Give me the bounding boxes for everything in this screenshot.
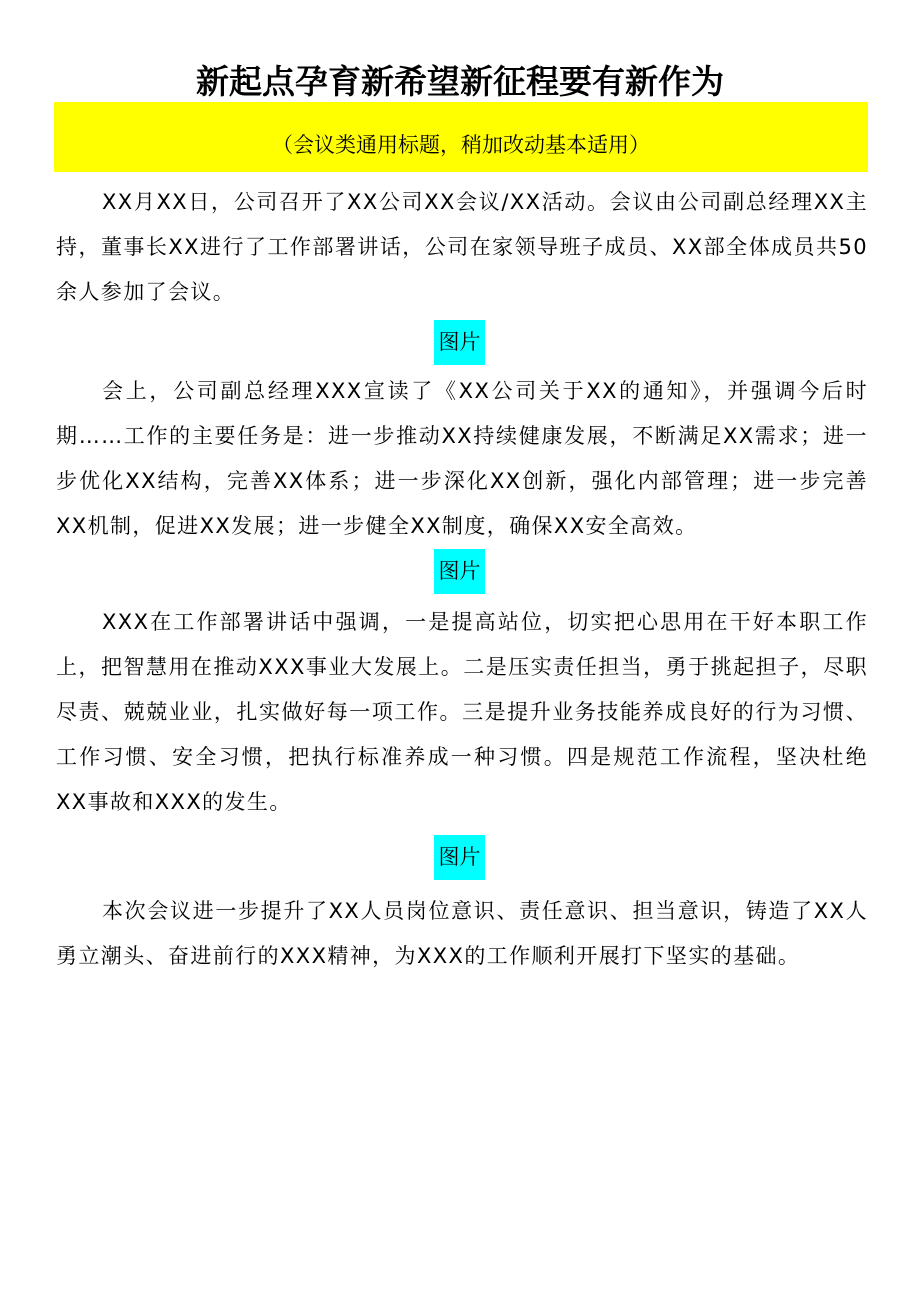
paragraph-3: XXX在工作部署讲话中强调，一是提高站位，切实把心思用在干好本职工作上，把智慧用在推动XXX事业大发展上。二是压实责任担当，勇于挑起担子，尽职尽责、兢兢业业，扎实做好每一项工作。三是提升业务技能养成良好的行为习惯、工作习惯、安全习惯，把执行标准养成一种习惯。四是规范工作流程，坚决杜绝XX事故和XXX的发生。 <box>56 610 868 814</box>
paragraph-4: 本次会议进一步提升了XX人员岗位意识、责任意识、担当意识，铸造了XX人勇立潮头、奋进前行的XXX精神，为XXX的工作顺利开展打下坚实的基础。 <box>56 899 868 968</box>
document-subtitle: （会议类通用标题，稍加改动基本适用） <box>272 133 650 157</box>
image-placeholder-1: 图片 <box>434 320 485 365</box>
subtitle-highlight <box>54 102 868 172</box>
image-placeholder-2: 图片 <box>434 549 485 594</box>
paragraph-1: XX月XX日，公司召开了XX公司XX会议/XX活动。会议由公司副总经理XX主持，董事长XX进行了工作部署讲话，公司在家领导班子成员、XX部全体成员共50余人参加了会议。 <box>56 190 868 304</box>
paragraph-2: 会上，公司副总经理XXX宣读了《XX公司关于XX的通知》，并强调今后时期……工作的主要任务是：进一步推动XX持续健康发展，不断满足XX需求；进一步优化XX结构，完善XX体系；进一步深化XX创新，强化内部管理；进一步完善XX机制，促进XX发展；进一步健全XX制度，确保XX安全高效。 <box>56 379 868 538</box>
image-placeholder-3: 图片 <box>434 835 485 880</box>
document-title: 新起点孕育新希望新征程要有新作为 <box>196 62 724 101</box>
